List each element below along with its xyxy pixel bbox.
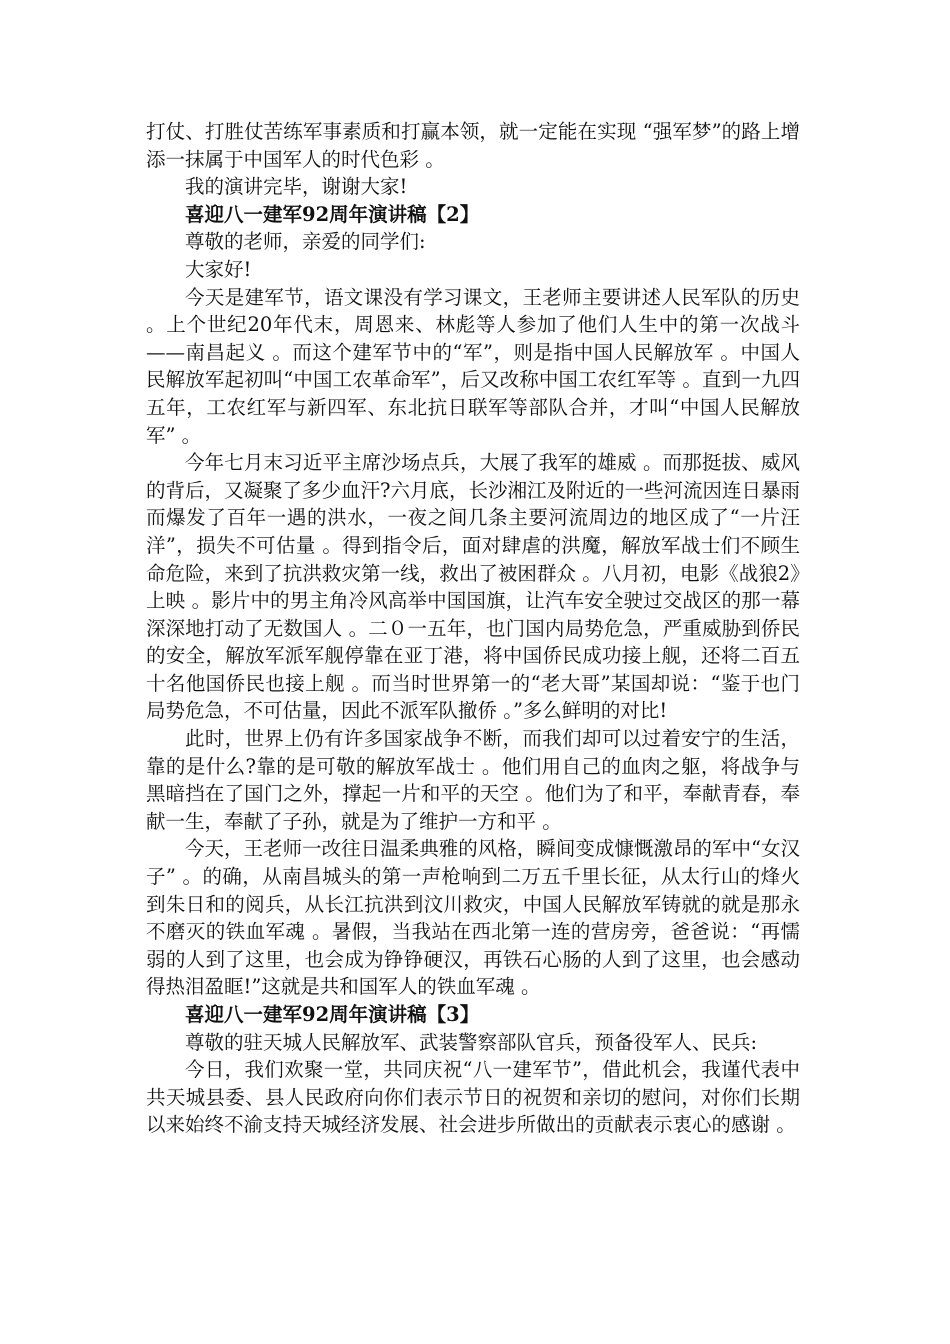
paragraph-body: 今年七月末习近平主席沙场点兵，大展了我军的雄威 。而那挺拔、威风的背后，又凝聚了多少血汗?六月底，长沙湘江及附近的一些河流因连日暴雨而爆发了百年一遇的洪水，一夜之间几条主要河流周边的地区成了“一片汪洋”，损失不可估量 。得到指令后，面对肆虐的洪魔，解放军战士们不顾生命危险，来到了抗洪救灾第一线，救出了被困群众 。八月初，电影《战狼2》上映 。影片中的男主角冷风高举中国国旗，让汽车安全驶过交战区的那一幕深深地打动了无数国人 。二０一五年，也门国内局势危急，严重威胁到侨民的安全，解放军派军舰停靠在亚丁港，将中国侨民成功接上舰，还将二百五十名他国侨民也接上舰 。而当时世界第一的“老大哥”某国却说：“鉴于也门局势危急，不可估量，因此不派军队撤侨 。”多么鲜明的对比! [146,451,800,723]
paragraph-body: 此时，世界上仍有许多国家战争不断，而我们却可以过着安宁的生活，靠的是什么?靠的是可敬的解放军战士 。他们用自己的血肉之躯，将战争与黑暗挡在了国门之外，撑起一片和平的天空 。他们为了和平，奉献青春，奉献一生，奉献了子孙，就是为了维护一方和平 。 [146,727,800,833]
section-heading-3: 喜迎八一建军92周年演讲稿【3】 [185,1003,480,1026]
paragraph-body: 今天，王老师一改往日温柔典雅的风格，瞬间变成慷慨激昂的军中“女汉子” 。的确，从南昌城头的第一声枪响到二万五千里长征，从太行山的烽火到朱日和的阅兵，从长江抗洪到汶川救灾，中国人民解放军铸就的就是那永不磨灭的铁血军魂 。暑假，当我站在西北第一连的营房旁，爸爸说：“再懦弱的人到了这里，也会成为铮铮硬汉，再铁石心肠的人到了这里，也会感动得热泪盈眶!”这就是共和国军人的铁血军魂 。 [146,837,800,999]
paragraph-continuation: 打仗、打胜仗苦练军事素质和打赢本领，就一定能在实现 “强军梦”的路上增添一抹属于中国军人的时代色彩 。 [146,120,800,171]
paragraph-body: 今日，我们欢聚一堂，共同庆祝“八一建军节”，借此机会，我谨代表中共天城县委、县人民政府向你们表示节日的祝贺和亲切的慰问，对你们长期以来始终不渝支持天城经济发展、社会进步所做出的贡献表示衷心的感谢 。 [146,1058,800,1137]
paragraph-salutation: 尊敬的老师，亲爱的同学们: [185,230,426,254]
paragraph-body: 今天是建军节，语文课没有学习课文，王老师主要讲述人民军队的历史 。上个世纪20年代末，周恩来、林彪等人参加了他们人生中的第一次战斗——南昌起义 。而这个建军节中的“军”，则是指中国人民解放军 。中国人民解放军起初叫“中国工农革命军”，后又改称中国工农红军等 。直到一九四五年，工农红军与新四军、东北抗日联军等部队合并，才叫“中国人民解放军” 。 [146,285,800,447]
paragraph-greeting: 大家好! [185,257,252,281]
paragraph-closing: 我的演讲完毕，谢谢大家! [185,175,408,199]
paragraph-salutation: 尊敬的驻天城人民解放军、武装警察部队官兵，预备役军人、民兵: [185,1030,758,1054]
document-page [146,118,800,1139]
section-heading-2: 喜迎八一建军92周年演讲稿【2】 [185,202,480,226]
